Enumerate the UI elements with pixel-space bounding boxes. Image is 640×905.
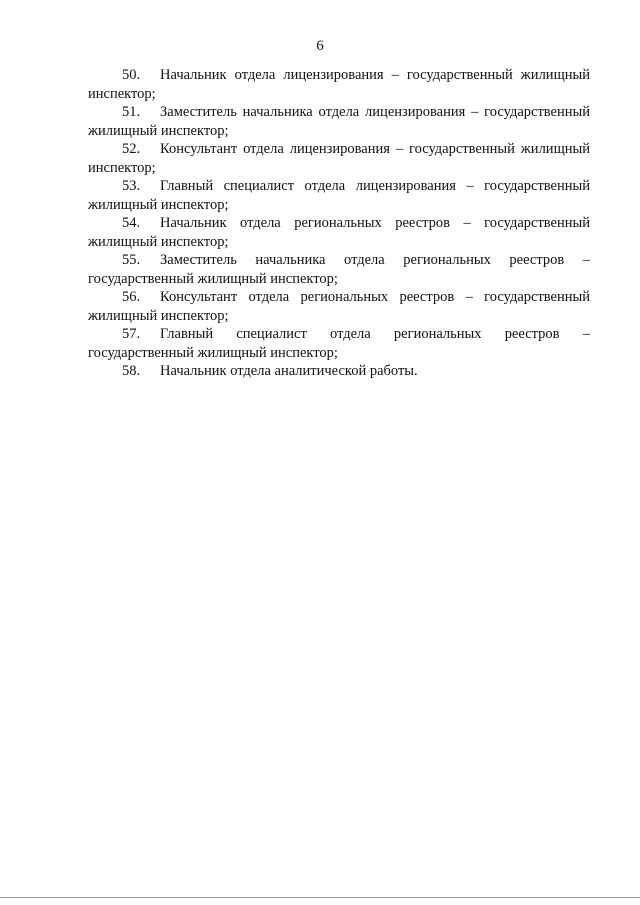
list-item <box>88 103 590 140</box>
item-number: 58. <box>122 363 141 379</box>
item-text: Начальник отдела региональных реестров – государственный жилищный инспектор; <box>88 215 590 250</box>
list-item <box>88 288 590 325</box>
item-text: Начальник отдела лицензирования – государственный жилищный инспектор; <box>88 67 590 102</box>
item-text: Консультант отдела лицензирования – государственный жилищный инспектор; <box>88 141 590 176</box>
list-item <box>88 140 590 177</box>
page-number: 6 <box>316 38 324 54</box>
list-item <box>88 362 590 381</box>
list-item <box>88 214 590 251</box>
item-number: 51. <box>122 104 141 120</box>
item-number: 57. <box>122 326 141 342</box>
item-number: 56. <box>122 289 141 305</box>
item-text: Заместитель начальника отдела региональных реестров – государственный жилищный инспектор; <box>88 252 590 287</box>
position-list <box>88 66 590 381</box>
item-number: 50. <box>122 67 141 83</box>
item-text: Начальник отдела аналитической работы. <box>160 363 418 379</box>
item-text: Главный специалист отдела региональных реестров – государственный жилищный инспектор; <box>88 326 590 361</box>
bottom-divider <box>0 897 640 898</box>
item-number: 52. <box>122 141 141 157</box>
item-number: 54. <box>122 215 141 231</box>
item-number: 53. <box>122 178 141 194</box>
item-number: 55. <box>122 252 141 268</box>
item-text: Заместитель начальника отдела лицензирования – государственный жилищный инспектор; <box>88 104 590 139</box>
item-text: Главный специалист отдела лицензирования – государственный жилищный инспектор; <box>88 178 590 213</box>
list-item <box>88 177 590 214</box>
list-item <box>88 325 590 362</box>
list-item <box>88 66 590 103</box>
item-text: Консультант отдела региональных реестров – государственный жилищный инспектор; <box>88 289 590 324</box>
list-item <box>88 251 590 288</box>
